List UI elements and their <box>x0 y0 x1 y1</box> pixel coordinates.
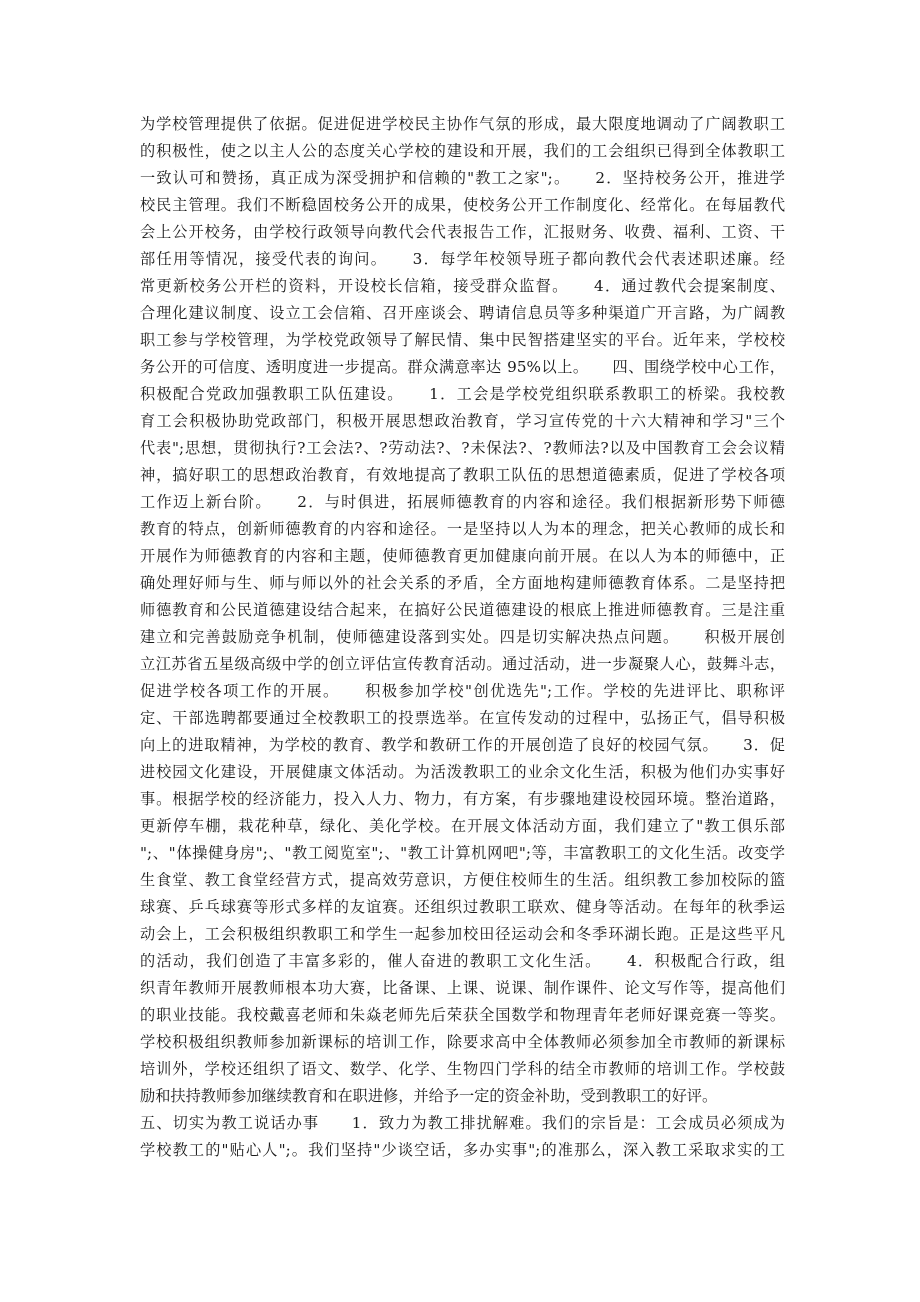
text-line-35: 学校积极组织教师参加新课标的培训工作，除要求高中全体教师必须参加全市教师的新课标 <box>140 1033 785 1051</box>
text-line-30: 球赛、乒乓球赛等形式多样的友谊赛。还组织过教职工联欢、健身等活动。在每年的秋季运 <box>140 898 785 916</box>
document-body <box>140 111 785 1164</box>
text-line-20: 建立和完善鼓励竞争机制，使师德建设落到实处。四是切实解决热点问题。 积极开展创 <box>140 628 785 646</box>
text-line-39: 学校教工的"贴心人";。我们坚持"少谈空话，多办实事";的准那么，深入教工采取求实的工 <box>140 1141 785 1159</box>
text-line-33: 织青年教师开展教师根本功大赛，比备课、上课、说课、制作课件、论文写作等，提高他们 <box>140 979 785 997</box>
text-line-24: 向上的进取精神，为学校的教育、教学和教研工作的开展创造了良好的校园气氛。 3．促 <box>140 736 785 754</box>
text-line-7: 常更新校务公开栏的资料，开设校长信箱，接受群众监督。 4．通过教代会提案制度、 <box>140 277 785 295</box>
text-line-12: 育工会积极协助党政部门，积极开展思想政治教育，学习宣传党的十六大精神和学习"三个 <box>140 412 785 430</box>
text-line-13: 代表";思想，贯彻执行?工会法?、?劳动法?、?未保法?、?教师法?以及中国教育工会会议精 <box>140 439 785 457</box>
text-line-18: 确处理好师与生、师与师以外的社会关系的矛盾，全方面地构建师德教育体系。二是坚持把 <box>140 574 785 592</box>
text-line-3: 一致认可和赞扬，真正成为深受拥护和信赖的"教工之家";。 2．坚持校务公开，推进学 <box>140 169 785 187</box>
text-line-27: 更新停车棚，栽花种草，绿化、美化学校。在开展文体活动方面，我们建立了"教工俱乐部 <box>140 817 785 835</box>
text-line-32: 的活动，我们创造了丰富多彩的，催人奋进的教职工文化生活。 4．积极配合行政，组 <box>140 952 785 970</box>
text-line-17: 开展作为师德教育的内容和主题，使师德教育更加健康向前开展。在以人为本的师德中，正 <box>140 547 785 565</box>
text-line-8: 合理化建议制度、设立工会信箱、召开座谈会、聘请信息员等多种渠道广开言路，为广阔教 <box>140 304 785 322</box>
text-line-23: 定、干部选聘都要通过全校教职工的投票选举。在宣传发动的过程中，弘扬正气，倡导积极 <box>140 709 785 727</box>
text-line-16: 教育的特点，创新师德教育的内容和途径。一是坚持以人为本的理念，把关心教师的成长和 <box>140 520 785 538</box>
text-line-28: ";、"体操健身房";、"教工阅览室";、"教工计算机网吧";等，丰富教职工的文化生活。改变学 <box>140 844 785 862</box>
text-line-10: 务公开的可信度、透明度进一步提高。群众满意率达 95%以上。 四、围绕学校中心工作， <box>140 358 785 376</box>
text-line-34: 的职业技能。我校戴喜老师和朱焱老师先后荣获全国数学和物理青年老师好课竞赛一等奖。 <box>140 1006 785 1024</box>
text-line-29: 生食堂、教工食堂经营方式，提高效劳意识，方便住校师生的生活。组织教工参加校际的篮 <box>140 871 785 889</box>
text-line-36: 培训外，学校还组织了语文、数学、化学、生物四门学科的结全市教师的培训工作。学校鼓 <box>140 1060 785 1078</box>
text-line-25: 进校园文化建设，开展健康文体活动。为活泼教职工的业余文化生活，积极为他们办实事好 <box>140 763 785 781</box>
text-line-38: 五、切实为教工说话办事 1．致力为教工排扰解难。我们的宗旨是：工会成员必须成为 <box>140 1114 785 1132</box>
text-line-19: 师德教育和公民道德建设结合起来，在搞好公民道德建设的根底上推进师德教育。三是注重 <box>140 601 785 619</box>
text-line-1: 为学校管理提供了依据。促进促进学校民主协作气氛的形成，最大限度地调动了广阔教职工 <box>140 115 785 133</box>
text-line-9: 职工参与学校管理，为学校党政领导了解民情、集中民智搭建坚实的平台。近年来，学校校 <box>140 331 785 349</box>
text-line-11: 积极配合党政加强教职工队伍建设。 1．工会是学校党组织联系教职工的桥梁。我校教 <box>140 385 785 403</box>
text-line-4: 校民主管理。我们不断稳固校务公开的成果，使校务公开工作制度化、经常化。在每届教代 <box>140 196 785 214</box>
text-line-5: 会上公开校务，由学校行政领导向教代会代表报告工作，汇报财务、收费、福利、工资、干 <box>140 223 785 241</box>
text-line-26: 事。根据学校的经济能力，投入人力、物力，有方案，有步骤地建设校园环境。整治道路， <box>140 790 785 808</box>
text-line-31: 动会上，工会积极组织教职工和学生一起参加校田径运动会和冬季环湖长跑。正是这些平凡 <box>140 925 785 943</box>
text-line-37: 励和扶持教师参加继续教育和在职进修，并给予一定的资金补助，受到教职工的好评。 <box>140 1087 718 1105</box>
text-line-2: 的积极性，使之以主人公的态度关心学校的建设和开展，我们的工会组织已得到全体教职工 <box>140 142 785 160</box>
text-line-15: 工作迈上新台阶。 2．与时俱进，拓展师德教育的内容和途径。我们根据新形势下师德 <box>140 493 785 511</box>
text-line-21: 立江苏省五星级高级中学的创立评估宣传教育活动。通过活动，进一步凝聚人心，鼓舞斗志， <box>140 655 785 673</box>
text-line-22: 促进学校各项工作的开展。 积极参加学校"创优选先";工作。学校的先进评比、职称评 <box>140 682 785 700</box>
text-line-6: 部任用等情况，接受代表的询问。 3．每学年校领导班子都向教代会代表述职述廉。经 <box>140 250 785 268</box>
text-line-14: 神，搞好职工的思想政治教育，有效地提高了教职工队伍的思想道德素质，促进了学校各项 <box>140 466 785 484</box>
